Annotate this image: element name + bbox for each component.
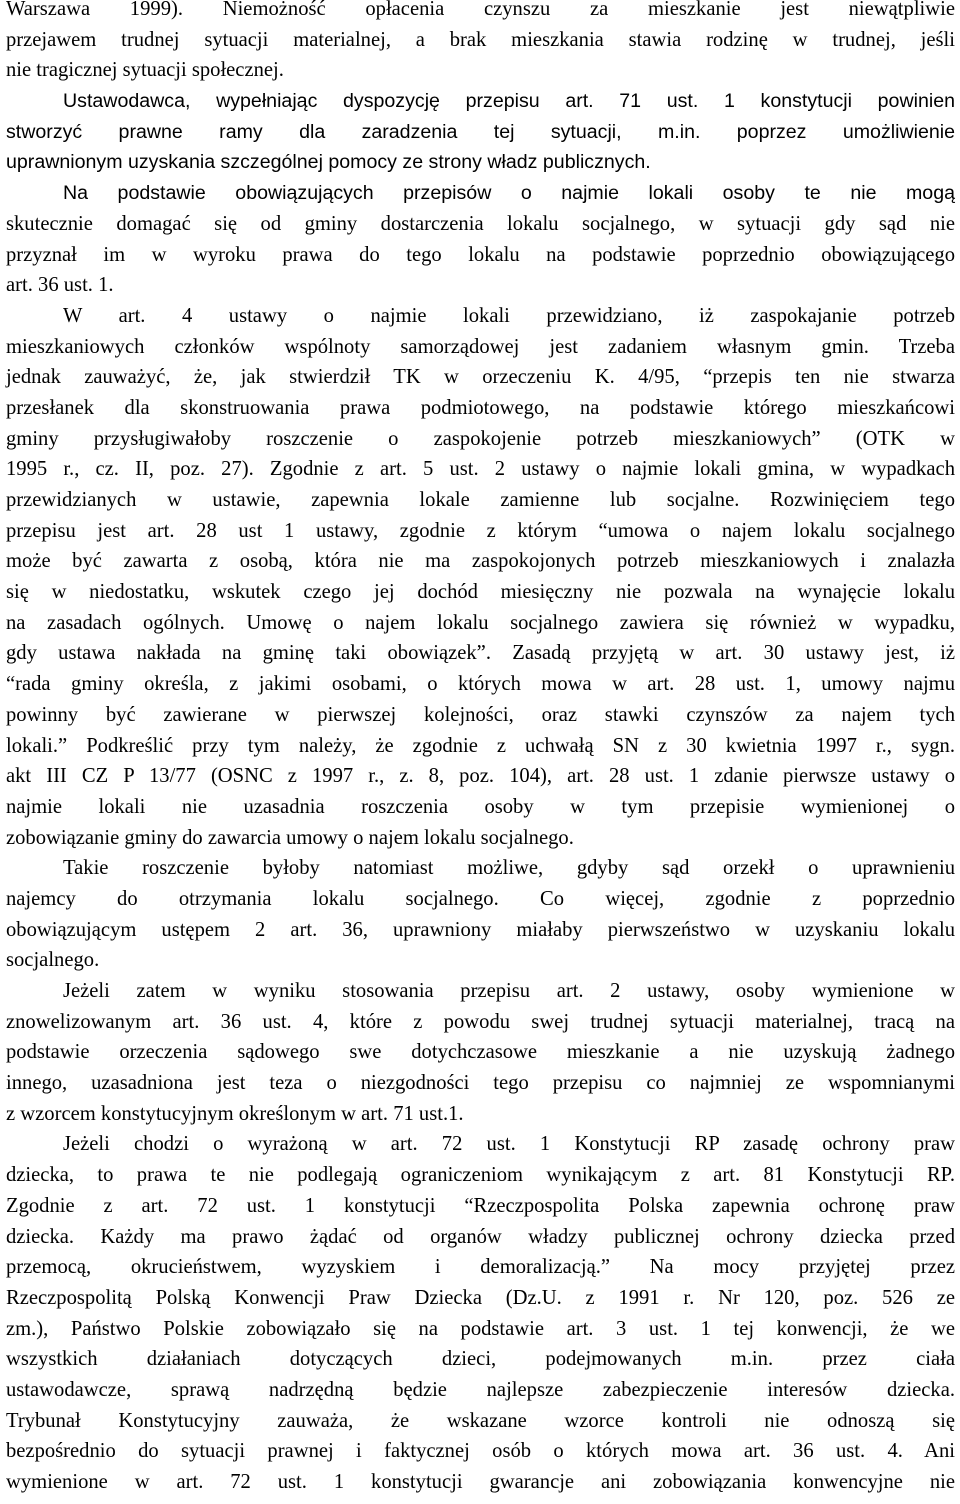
text-line-1: Warszawa 1999). Niemożność opłacenia czynszu za mieszkanie jest niewątpliwie <box>6 0 955 20</box>
text-line-18: przepisu jest art. 28 ust 1 ustawy, zgodnie z którym “umowa o najem lokalu socjalnego <box>6 519 955 542</box>
text-line-9: przyznał im w wyroku prawa do tego lokalu na podstawie poprzednio obowiązującego <box>6 243 955 266</box>
text-line-8: skutecznie domagać się od gminy dostarczenia lokalu socjalnego, w sytuacji gdy sąd nie <box>6 212 955 235</box>
text-line-26: akt III CZ P 13/77 (OSNC z 1997 r., z. 8, poz. 104), art. 28 ust. 1 zdanie pierwsze ustawy o <box>6 765 955 788</box>
text-line-22: gdy ustawa nakłada na gminę taki obowiązek”. Zasadą przyjętą w art. 30 ustawy jest, iż <box>6 642 955 665</box>
text-line-39: dziecka, to prawa te nie podlegają ograniczeniom wynikającym z art. 81 Konstytucji RP. <box>6 1164 955 1187</box>
text-line-45: wszystkich działaniach dotyczących dzieci, podejmowanych m.in. przez ciała <box>6 1348 955 1371</box>
text-line-49: wymienione w art. 72 ust. 1 konstytucji gwarancje ani zobowiązania konwencyjne nie <box>6 1471 955 1493</box>
text-line-25: lokali.” Podkreślić przy tym należy, że zgodnie z uchwałą SN z 30 kwietnia 1997 r., sygn. <box>6 734 955 757</box>
text-line-7: Na podstawie obowiązujących przepisów o najmie lokali osoby te nie mogą <box>63 182 955 205</box>
text-line-36: innego, uzasadniona jest teza o niezgodności tego przepisu co najmniej ze wspomnianymi <box>6 1072 955 1095</box>
text-line-35: podstawie orzeczenia sądowego swe dotychczasowe mieszkanie a nie uzyskują żadnego <box>6 1041 955 1064</box>
text-line-43: Rzeczpospolitą Polską Konwencji Praw Dziecka (Dz.U. z 1991 r. Nr 120, poz. 526 ze <box>6 1286 955 1309</box>
text-line-6: uprawnionym uzyskania szczególnej pomocy ze strony władz publicznych. <box>6 151 651 174</box>
text-line-42: przemocą, okrucieństwem, wyzyskiem i demoralizacją.” Na mocy przyjętej przez <box>6 1256 955 1279</box>
text-line-48: bezpośrednio do sytuacji prawnej i faktycznej osób o których mowa art. 36 ust. 4. Ani <box>6 1440 955 1463</box>
text-line-13: jednak zauważyć, że, jak stwierdził TK w orzeczeniu K. 4/95, “przepis ten nie stwarza <box>6 366 955 389</box>
text-line-20: się w niedostatku, wskutek czego jej dochód miesięczny nie pozwala na wynajęcie lokalu <box>6 581 955 604</box>
text-line-12: mieszkaniowych członków wspólnoty samorządowej jest zadaniem własnym gmin. Trzeba <box>6 335 955 358</box>
text-line-3: nie tragicznej sytuacji społecznej. <box>6 59 284 82</box>
text-line-11: W art. 4 ustawy o najmie lokali przewidziano, iż zaspokajanie potrzeb <box>63 304 955 327</box>
text-line-19: może być zawarta z osobą, która nie ma zaspokojonych potrzeb mieszkaniowych i znalazła <box>6 550 955 573</box>
text-line-15: gminy przysługiwałoby roszczenie o zaspokojenie potrzeb mieszkaniowych” (OTK w <box>6 427 955 450</box>
text-line-34: znowelizowanym art. 36 ust. 4, które z powodu swej trudnej sytuacji materialnej, tracą na <box>6 1010 955 1033</box>
text-line-31: obowiązującym ustępem 2 art. 36, uprawniony miałaby pierwszeństwo w uzyskaniu lokalu <box>6 918 955 941</box>
text-line-47: Trybunał Konstytucyjny zauważa, że wskazane wzorce kontroli nie odnoszą się <box>6 1409 955 1432</box>
text-line-10: art. 36 ust. 1. <box>6 274 114 297</box>
text-line-46: ustawodawcze, sprawą nadrzędną będzie najlepsze zabezpieczenie interesów dziecka. <box>6 1378 955 1401</box>
text-line-14: przesłanek dla skonstruowania prawa podmiotowego, na podstawie którego mieszkańcowi <box>6 396 955 419</box>
text-line-4: Ustawodawca, wypełniając dyspozycję przepisu art. 71 ust. 1 konstytucji powinien <box>63 90 955 113</box>
text-line-40: Zgodnie z art. 72 ust. 1 konstytucji “Rzeczpospolita Polska zapewnia ochronę praw <box>6 1194 955 1217</box>
text-line-29: Takie roszczenie byłoby natomiast możliwe, gdyby sąd orzekł o uprawnieniu <box>63 857 955 880</box>
text-line-44: zm.), Państwo Polskie zobowiązało się na podstawie art. 3 ust. 1 tej konwencji, że we <box>6 1317 955 1340</box>
text-line-16: 1995 r., cz. II, poz. 27). Zgodnie z art. 5 ust. 2 ustawy o najmie lokali gmina, w wypadkach <box>6 458 955 481</box>
text-line-5: stworzyć prawne ramy dla zaradzenia tej sytuacji, m.in. poprzez umożliwienie <box>6 120 955 143</box>
text-line-21: na zasadach ogólnych. Umowę o najem lokalu socjalnego zawiera się również w wypadku, <box>6 611 955 634</box>
text-line-33: Jeżeli zatem w wyniku stosowania przepisu art. 2 ustawy, osoby wymienione w <box>63 980 955 1002</box>
text-line-17: przewidzianych w ustawie, zapewnia lokale zamienne lub socjalne. Rozwinięciem tego <box>6 489 955 511</box>
text-line-27: najmie lokali nie uzasadnia roszczenia osoby w tym przepisie wymienionej o <box>6 795 955 818</box>
text-line-2: przejawem trudnej sytuacji materialnej, a brak mieszkania stawia rodzinę w trudnej, jeśli <box>6 28 955 51</box>
text-line-37: z wzorcem konstytucyjnym określonym w art. 71 ust.1. <box>6 1102 464 1125</box>
text-line-24: powinny być zawierane w pierwszej kolejności, oraz stawki czynszów za najem tych <box>6 703 955 726</box>
text-line-41: dziecka. Każdy ma prawo żądać od organów władzy publicznej ochrony dziecka przed <box>6 1225 955 1248</box>
text-line-38: Jeżeli chodzi o wyrażoną w art. 72 ust. 1 Konstytucji RP zasadę ochrony praw <box>63 1133 955 1156</box>
text-line-30: najemcy do otrzymania lokalu socjalnego. Co więcej, zgodnie z poprzednio <box>6 887 955 910</box>
text-line-23: “rada gminy określa, z jakimi osobami, o których mowa w art. 28 ust. 1, umowy najmu <box>6 673 955 696</box>
text-line-28: zobowiązanie gminy do zawarcia umowy o najem lokalu socjalnego. <box>6 826 574 849</box>
text-line-32: socjalnego. <box>6 949 100 972</box>
